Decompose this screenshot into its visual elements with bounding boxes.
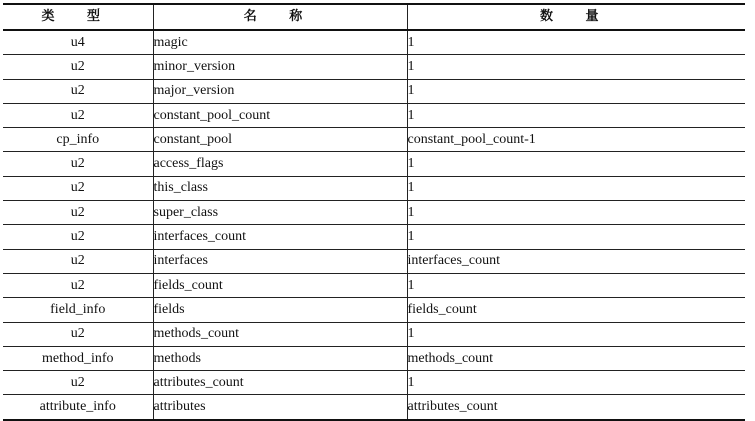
cell-name: access_flags [153, 152, 407, 176]
cell-name: attributes_count [153, 371, 407, 395]
table-row [3, 30, 745, 55]
cell-type: u2 [3, 249, 153, 273]
cell-name: methods [153, 346, 407, 370]
table-row [3, 346, 745, 370]
cell-type: u4 [3, 30, 153, 55]
cell-type: u2 [3, 152, 153, 176]
cell-count: 1 [407, 225, 745, 249]
class-file-structure-table [3, 3, 745, 421]
cell-name: constant_pool [153, 128, 407, 152]
cell-count: constant_pool_count-1 [407, 128, 745, 152]
cell-count: 1 [407, 30, 745, 55]
cell-type: u2 [3, 201, 153, 225]
cell-type: attribute_info [3, 395, 153, 420]
cell-count: 1 [407, 371, 745, 395]
column-header-type: 类 型 [3, 4, 153, 30]
cell-count: 1 [407, 79, 745, 103]
column-header-name: 名 称 [153, 4, 407, 30]
cell-count: methods_count [407, 346, 745, 370]
cell-type: u2 [3, 322, 153, 346]
cell-count: 1 [407, 176, 745, 200]
table-row [3, 298, 745, 322]
cell-type: u2 [3, 176, 153, 200]
class-file-structure-table-container [3, 3, 745, 421]
cell-count: 1 [407, 152, 745, 176]
cell-count: 1 [407, 103, 745, 127]
table-row [3, 322, 745, 346]
table-row [3, 103, 745, 127]
cell-count: 1 [407, 201, 745, 225]
cell-count: 1 [407, 273, 745, 297]
table-row [3, 249, 745, 273]
cell-name: methods_count [153, 322, 407, 346]
table-row [3, 225, 745, 249]
cell-type: u2 [3, 79, 153, 103]
table-row [3, 201, 745, 225]
table-row [3, 176, 745, 200]
cell-type: method_info [3, 346, 153, 370]
cell-name: magic [153, 30, 407, 55]
cell-name: this_class [153, 176, 407, 200]
table-row [3, 55, 745, 79]
cell-name: interfaces [153, 249, 407, 273]
column-header-count: 数 量 [407, 4, 745, 30]
cell-count: fields_count [407, 298, 745, 322]
cell-name: fields [153, 298, 407, 322]
cell-count: 1 [407, 55, 745, 79]
cell-name: constant_pool_count [153, 103, 407, 127]
table-row [3, 152, 745, 176]
cell-type: u2 [3, 225, 153, 249]
cell-name: attributes [153, 395, 407, 420]
table-body [3, 30, 745, 420]
cell-count: interfaces_count [407, 249, 745, 273]
table-header-row [3, 4, 745, 30]
cell-name: minor_version [153, 55, 407, 79]
cell-type: cp_info [3, 128, 153, 152]
table-row [3, 371, 745, 395]
cell-count: attributes_count [407, 395, 745, 420]
cell-type: field_info [3, 298, 153, 322]
cell-name: fields_count [153, 273, 407, 297]
cell-type: u2 [3, 55, 153, 79]
cell-name: super_class [153, 201, 407, 225]
table-row [3, 273, 745, 297]
cell-type: u2 [3, 103, 153, 127]
table-row [3, 395, 745, 420]
cell-count: 1 [407, 322, 745, 346]
table-row [3, 128, 745, 152]
cell-name: interfaces_count [153, 225, 407, 249]
table-row [3, 79, 745, 103]
cell-type: u2 [3, 371, 153, 395]
cell-type: u2 [3, 273, 153, 297]
cell-name: major_version [153, 79, 407, 103]
